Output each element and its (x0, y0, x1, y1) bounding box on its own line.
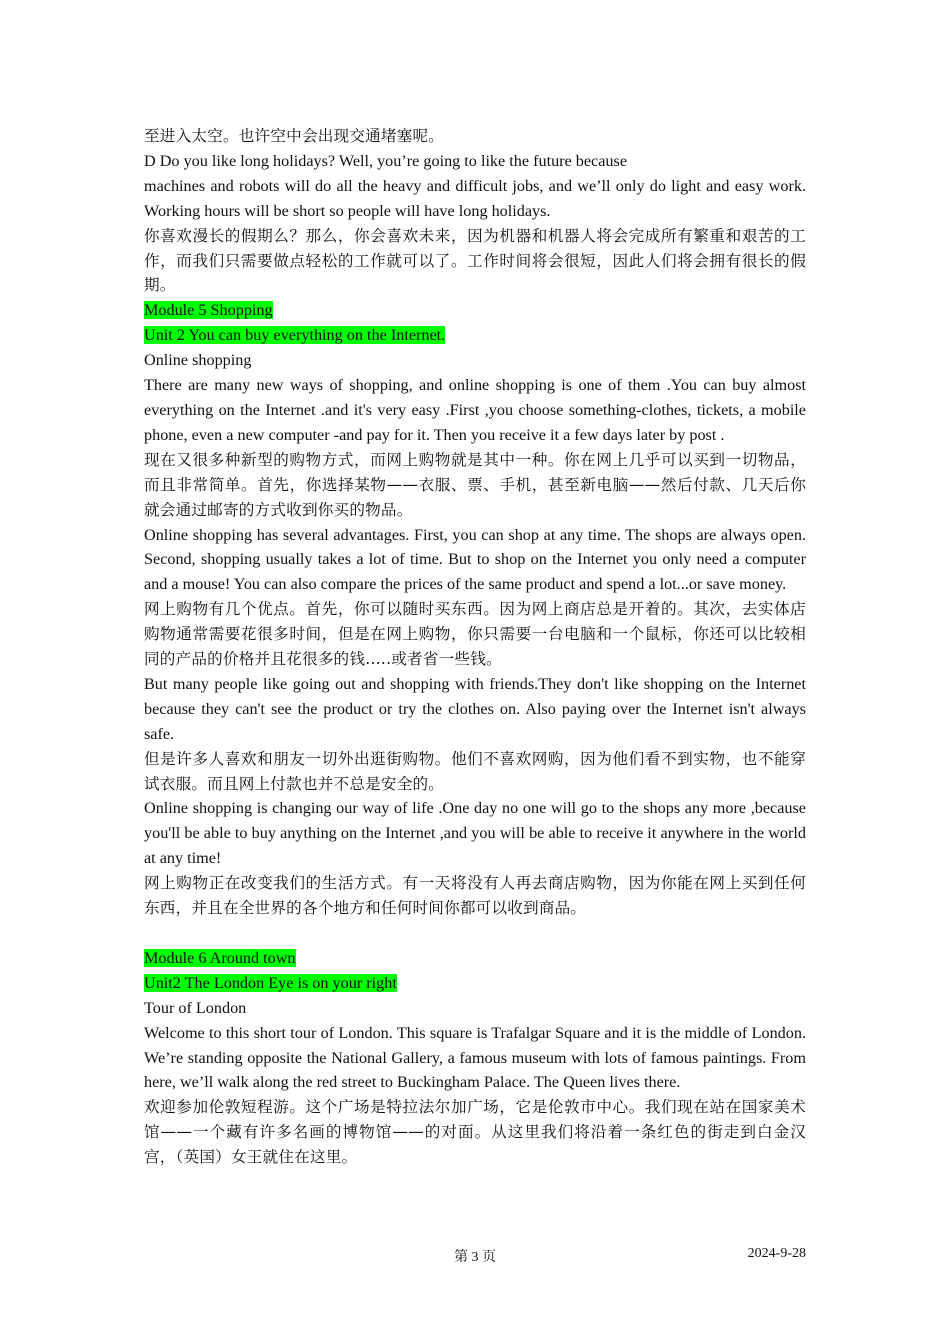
english-paragraph: Online shopping is changing our way of life .One day no one will go to the shops any more ,because you'll be able to buy anything on the Internet ,and you will be able to receive it anywhere in the world at any time! (144, 799, 806, 868)
section-heading (144, 323, 806, 348)
highlighted-heading-text: Unit2 The London Eye is on your right (144, 973, 397, 992)
section-heading (144, 971, 806, 996)
highlighted-heading-text: Unit 2 You can buy everything on the Internet. (144, 326, 446, 345)
english-paragraph: Welcome to this short tour of London. This square is Trafalgar Square and it is the middle of London. We’re standing opposite the National Gallery, a famous museum with lots of famous paintings. From here, we’ll walk along the red street to Buckingham Palace. The Queen lives there. (144, 1023, 806, 1092)
chinese-paragraph: 但是许多人喜欢和朋友一切外出逛街购物。他们不喜欢网购，因为他们看不到实物，也不能穿试衣服。而且网上付款也并不总是安全的。 (144, 749, 806, 793)
highlighted-heading-text: Module 6 Around town (144, 948, 296, 967)
english-paragraph: machines and robots will do all the heavy and difficult jobs, and we’ll only do light and easy work. Working hours will be short so people will have long holidays. (144, 176, 806, 220)
chinese-paragraph: 欢迎参加伦敦短程游。这个广场是特拉法尔加广场，它是伦敦市中心。我们现在站在国家美术馆——一个藏有许多名画的博物馆——的对面。从这里我们将沿着一条红色的街走到白金汉宫，（英国）女王就住在这里。 (144, 1098, 806, 1167)
section-heading (144, 946, 806, 971)
page-number: 第 3 页 (454, 1250, 496, 1265)
english-paragraph: Online shopping (144, 351, 252, 370)
english-paragraph: Tour of London (144, 998, 247, 1017)
chinese-paragraph: 网上购物有几个优点。首先，你可以随时买东西。因为网上商店总是开着的。其次，去实体店购物通常需要花很多时间，但是在网上购物，你只需要一台电脑和一个鼠标，你还可以比较相同的产品的价格并且花很多的钱…..或者省一些钱。 (144, 600, 806, 669)
english-paragraph: Online shopping has several advantages. First, you can shop at any time. The shops are always open. Second, shopping usually takes a lot of time. But to shop on the Internet you only need a computer and a mouse! You can also compare the prices of the same product and spend a lot...or save money. (144, 525, 806, 594)
highlighted-heading-text: Module 5 Shopping (144, 301, 273, 320)
chinese-paragraph: 现在又很多种新型的购物方式，而网上购物就是其中一种。你在网上几乎可以买到一切物品，而且非常简单。首先，你选择某物——衣服、票、手机，甚至新电脑——然后付款、几天后你就会通过邮寄的方式收到你买的物品。 (144, 450, 806, 519)
english-paragraph: But many people like going out and shopping with friends.They don't like shopping on the Internet because they can't see the product or try the clothes on. Also paying over the Internet isn't always safe. (144, 674, 806, 743)
chinese-paragraph: 至进入太空。也许空中会出现交通堵塞呢。 (144, 127, 445, 145)
chinese-paragraph: 你喜欢漫长的假期么？那么，你会喜欢未来，因为机器和机器人将会完成所有繁重和艰苦的工作，而我们只需要做点轻松的工作就可以了。工作时间将会很短，因此人们将会拥有很长的假期。 (144, 226, 806, 295)
chinese-paragraph: 网上购物正在改变我们的生活方式。有一天将没有人再去商店购物，因为你能在网上买到任何东西，并且在全世界的各个地方和任何时间你都可以收到商品。 (144, 874, 806, 918)
english-paragraph: There are many new ways of shopping, and online shopping is one of them .You can buy almost everything on the Internet .and it's very easy .First ,you choose something-clothes, tickets, a mobile phone, even a new computer -and pay for it. Then you receive it a few days later by post . (144, 376, 806, 444)
blank-line (144, 921, 806, 946)
english-paragraph: D Do you like long holidays? Well, you’re going to like the future because (144, 151, 628, 170)
document-body (144, 124, 806, 1170)
section-heading (144, 298, 806, 323)
footer-date: 2024-9-28 (747, 1246, 806, 1261)
page-footer (0, 1246, 950, 1268)
